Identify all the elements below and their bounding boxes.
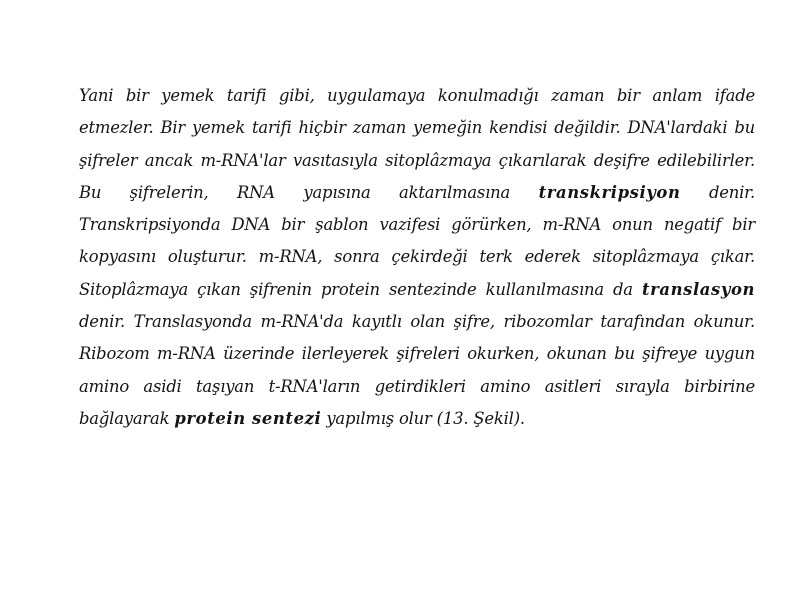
term-transkripsiyon: transkripsiyon (538, 182, 681, 202)
term-protein-sentezi: protein sentezi (174, 408, 322, 428)
term-translasyon: translasyon (641, 279, 755, 299)
paragraph-text-segment: denir. Translasyonda m-RNA'da kayıtlı olan şifre, ribozomlar tarafından okunur. Ribozom m-RNA üzerinde ilerleyerek şifreleri okurken, okunan bu şifreye uygun amino asidi taşıyan t-RNA'ların getirdikleri amino asitleri sırayla birbirine bağlayarak (79, 312, 755, 428)
paragraph-text-segment: Yani bir yemek tarifi gibi, uygulamaya konulmadığı zaman bir anlam ifade etmezler. Bir yemek tarifi hiçbir zaman yemeğin kendisi değildir. DNA'lardaki bu şifreler ancak m-RNA'lar vasıtasıyla sitoplâzmaya çıkarılarak deşifre edilebilirler. Bu şifrelerin, RNA yapısına aktarılmasına (79, 86, 755, 202)
body-paragraph (79, 80, 755, 435)
paragraph-text-segment: yapılmış olur (13. Şekil). (321, 408, 525, 428)
paragraph-text-segment: denir. Transkripsiyonda DNA bir şablon vazifesi görürken, m-RNA onun negatif bir kopyasını oluşturur. m-RNA, sonra çekirdeği terk ederek sitoplâzmaya çıkar. Sitoplâzmaya çıkan şifrenin protein sentezinde kullanılmasına da (79, 182, 755, 299)
